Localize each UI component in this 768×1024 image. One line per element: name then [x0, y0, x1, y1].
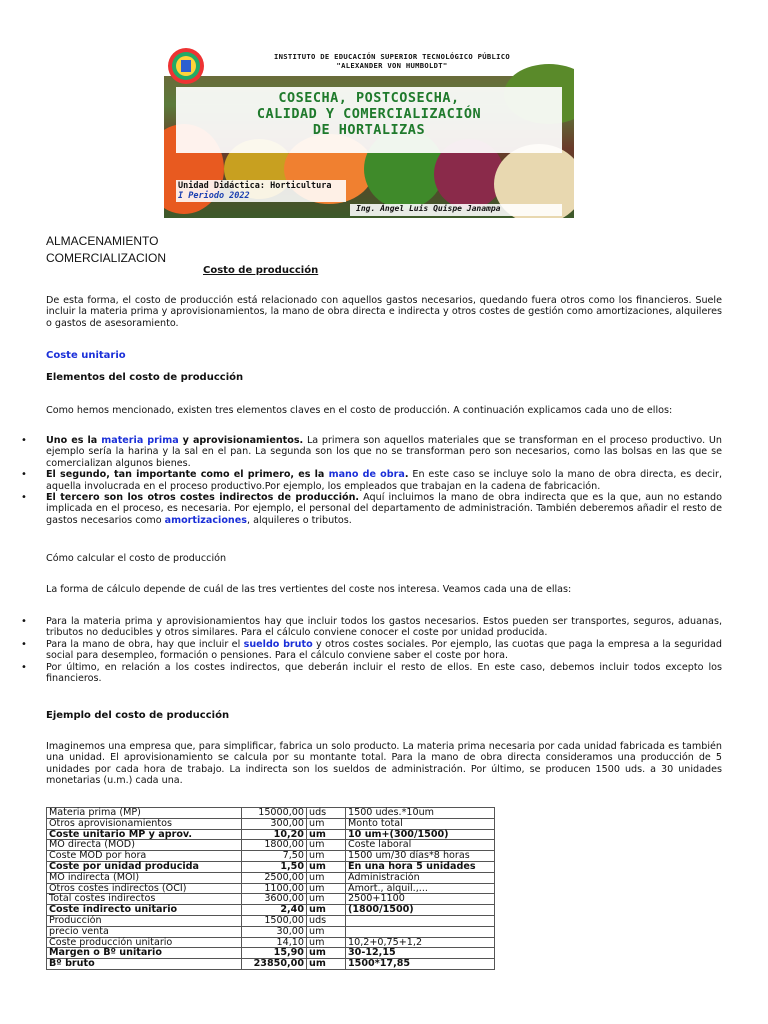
table-cell-c3: um: [307, 829, 346, 840]
element-bold-text: y aprovisionamientos.: [178, 435, 304, 446]
author-name: Ing. Ángel Luis Quispe Janampa: [356, 204, 501, 213]
bullet-icon: •: [21, 492, 27, 504]
table-cell-c1: Bº bruto: [47, 959, 242, 970]
table-cell-c4: [346, 926, 495, 937]
table-cell-c2: 23850,00: [242, 959, 307, 970]
table-cell-c4: 10,2+0,75+1,2: [346, 937, 495, 948]
table-cell-c4: En una hora 5 unidades: [346, 861, 495, 872]
table-cell-c4: [346, 915, 495, 926]
table-cell-c2: 300,00: [242, 818, 307, 829]
table-cell-c3: um: [307, 937, 346, 948]
element-bold-text: Uno es la: [46, 435, 102, 446]
table-cell-c2: 2500,00: [242, 872, 307, 883]
table-cell-c2: 30,00: [242, 926, 307, 937]
table-cell-c4: Amort., alquil.,...: [346, 883, 495, 894]
table-row: [47, 851, 495, 862]
table-cell-c2: 1500,00: [242, 915, 307, 926]
table-cell-c3: um: [307, 840, 346, 851]
table-cell-c3: um: [307, 959, 346, 970]
table-row: [47, 926, 495, 937]
table-cell-c4: 2500+1100: [346, 894, 495, 905]
table-cell-c1: MO indirecta (MOI): [47, 872, 242, 883]
table-cell-c3: um: [307, 905, 346, 916]
calc-intro: La forma de cálculo depende de cuál de las tres vertientes del coste nos interesa. Veamos cada una de ellas:: [46, 584, 572, 595]
materia-prima-link[interactable]: materia prima: [101, 435, 179, 446]
table-cell-c3: um: [307, 894, 346, 905]
table-cell-c3: uds: [307, 915, 346, 926]
table-cell-c4: 30-12,15: [346, 948, 495, 959]
institute-subname: "ALEXANDER VON HUMBOLDT": [336, 61, 448, 70]
element-bold-text: El tercero son los otros costes indirectos de producción.: [46, 492, 360, 504]
element-bold-text: .: [404, 469, 409, 481]
table-row: [47, 829, 495, 840]
table-cell-c3: um: [307, 861, 346, 872]
table-row: [47, 905, 495, 916]
table-cell-c4: 1500 um/30 días*8 horas: [346, 851, 495, 862]
table-cell-c4: Administración: [346, 872, 495, 883]
element-text: Aquí incluimos la mano de obra indirecta que es la que, aun no estando implicada en el proceso, es necesaria. Por ejemplo, el personal del departamento de administración. También deberemos añadir el resto de gastos necesarios como: [46, 492, 723, 526]
table-cell-c1: Otros aprovisionamientos: [47, 818, 242, 829]
table-row: [47, 883, 495, 894]
table-row: [47, 861, 495, 872]
coste-unitario-link[interactable]: Coste unitario: [46, 350, 126, 361]
institute-crest-icon: [166, 46, 206, 86]
table-cell-c4: Monto total: [346, 818, 495, 829]
bullet-icon: •: [21, 661, 27, 673]
mano-de-obra-link[interactable]: mano de obra: [328, 469, 405, 481]
table-cell-c2: 1100,00: [242, 883, 307, 894]
element-text: En este caso se incluye solo la mano de obra directa, es decir, aquella involucrada en el proceso productivo.Por ejemplo, los empleados que trabajan en la cadena de fabricación.: [46, 469, 723, 492]
unit-label: Unidad Didáctica: Horticultura: [178, 181, 332, 191]
list-item: [21, 661, 722, 685]
table-row: [47, 937, 495, 948]
table-cell-c2: 2,40: [242, 905, 307, 916]
banner-title-line-1: COSECHA, POSTCOSECHA,: [278, 90, 460, 106]
bullet-icon: •: [21, 435, 27, 446]
element-text: La primera son aquellos materiales que se transforman en el proceso productivo. Un ejemplo sería la harina y la sal en el pan. La segunda son los que no se transforman pero son necesarios, como las bolsas en las que se comercializan algunos bienes.: [46, 435, 723, 469]
table-cell-c2: 1,50: [242, 861, 307, 872]
table-cell-c3: um: [307, 926, 346, 937]
table-cell-c1: Total costes indirectos: [47, 894, 242, 905]
list-item: [21, 492, 723, 526]
table-row: [47, 894, 495, 905]
table-cell-c1: Coste por unidad producida: [47, 861, 242, 872]
list-item: [21, 616, 722, 639]
table-cell-c1: Materia prima (MP): [47, 808, 242, 819]
list-item: [21, 435, 723, 469]
table-cell-c2: 15,90: [242, 948, 307, 959]
table-cell-c3: um: [307, 948, 346, 959]
table-cell-c2: 7,50: [242, 851, 307, 862]
table-cell-c3: um: [307, 818, 346, 829]
table-cell-c1: Coste MOD por hora: [47, 851, 242, 862]
table-row: [47, 808, 495, 819]
calc-text: Para la materia prima y aprovisionamientos hay que incluir todos los gastos necesarios. Estos pueden ser transportes, seguros, aduanas, tributos no deducibles y otros similares. Para el cálculo conviene conocer el coste por unidad producida.: [46, 616, 722, 639]
list-item: [21, 469, 723, 492]
example-paragraph: Imaginemos una empresa que, para simplificar, fabrica un solo producto. La materia prima necesaria por cada unidad fabricada es también una unidad. El aprovisionamiento se calcula por su montante total. Para la mano de obra directa consideramos una producción de 5 unidades por cada hora de trabajo. La indirecta son los sueldos de administración. Por último, se producen 1500 uds. a 30 unidades monetarias (u.m.) cada una.: [46, 741, 722, 787]
table-cell-c1: Otros costes indirectos (OCI): [47, 883, 242, 894]
institute-name: INSTITUTO DE EDUCACIÓN SUPERIOR TECNOLÓGICO PÚBLICO: [274, 52, 510, 61]
table-cell-c1: Coste indirecto unitario: [47, 905, 242, 916]
element-text: , alquileres o tributos.: [246, 514, 352, 526]
list-item: [21, 638, 722, 662]
table-row: [47, 948, 495, 959]
table-cell-c2: 1800,00: [242, 840, 307, 851]
table-cell-c1: MO directa (MOD): [47, 840, 242, 851]
bullet-icon: •: [21, 616, 27, 627]
cover-banner: [164, 44, 574, 218]
table-cell-c4: (1800/1500): [346, 905, 495, 916]
table-cell-c1: precio venta: [47, 926, 242, 937]
element-bold-text: El segundo, tan importante como el primero, es la: [46, 469, 329, 481]
table-cell-c4: 1500 udes.*10um: [346, 808, 495, 819]
table-row: [47, 818, 495, 829]
calc-list: [21, 616, 722, 685]
table-cell-c3: um: [307, 851, 346, 862]
table-cell-c3: um: [307, 872, 346, 883]
table-cell-c1: Producción: [47, 915, 242, 926]
table-cell-c3: um: [307, 883, 346, 894]
label-comercializacion: COMERCIALIZACION: [46, 251, 167, 265]
banner-title-line-3: DE HORTALIZAS: [312, 122, 426, 138]
table-cell-c2: 14,10: [242, 937, 307, 948]
table-cell-c4: 1500*17,85: [346, 959, 495, 970]
table-row: [47, 959, 495, 970]
cost-table: [46, 807, 495, 970]
table-cell-c4: Coste laboral: [346, 840, 495, 851]
section-title: Costo de producción: [203, 265, 319, 276]
table-cell-c2: 3600,00: [242, 894, 307, 905]
calc-text: Por último, en relación a los costes indirectos, que deberán incluir el resto de ellos. En este caso, debemos incluir todos excepto los financieros.: [46, 661, 722, 685]
table-cell-c1: Coste producción unitario: [47, 937, 242, 948]
elements-heading: Elementos del costo de producción: [46, 372, 244, 383]
example-heading: Ejemplo del costo de producción: [46, 710, 230, 721]
bullet-icon: •: [21, 469, 27, 481]
elements-list: [21, 435, 723, 526]
calc-text: y otros costes sociales. Por ejemplo, las cuotas que paga la empresa a la seguridad social para desempleo, formación o pensiones. Para el cálculo conviene saber el coste por hora.: [46, 638, 722, 662]
table-cell-c4: 10 um+(300/1500): [346, 829, 495, 840]
table-cell-c2: 10,20: [242, 829, 307, 840]
table-cell-c1: Coste unitario MP y aprov.: [47, 829, 242, 840]
calc-text: Para la mano de obra, hay que incluir el: [46, 638, 244, 650]
period-label: I Periodo 2022: [178, 191, 250, 201]
bullet-icon: •: [21, 638, 27, 650]
banner-title-line-2: CALIDAD Y COMERCIALIZACIÓN: [256, 106, 482, 122]
elements-intro: Como hemos mencionado, existen tres elementos claves en el costo de producción. A continuación explicamos cada uno de ellos:: [46, 405, 673, 416]
table-row: [47, 915, 495, 926]
label-almacenamiento: ALMACENAMIENTO: [46, 234, 159, 248]
intro-paragraph: De esta forma, el costo de producción está relacionado con aquellos gastos necesarios, quedando fuera otros como los financieros. Suele incluir la materia prima y aprovisionamientos, la mano de obra directa e indirecta y otros costes de gestión como amortizaciones, alquileres o gastos de asesoramiento.: [46, 295, 722, 329]
table-cell-c1: Margen o Bº unitario: [47, 948, 242, 959]
table-cell-c3: uds: [307, 808, 346, 819]
calc-heading: Cómo calcular el costo de producción: [46, 553, 227, 564]
amortizaciones-link[interactable]: amortizaciones: [164, 514, 247, 526]
sueldo-bruto-link[interactable]: sueldo bruto: [243, 638, 313, 650]
table-row: [47, 872, 495, 883]
table-cell-c2: 15000,00: [242, 808, 307, 819]
